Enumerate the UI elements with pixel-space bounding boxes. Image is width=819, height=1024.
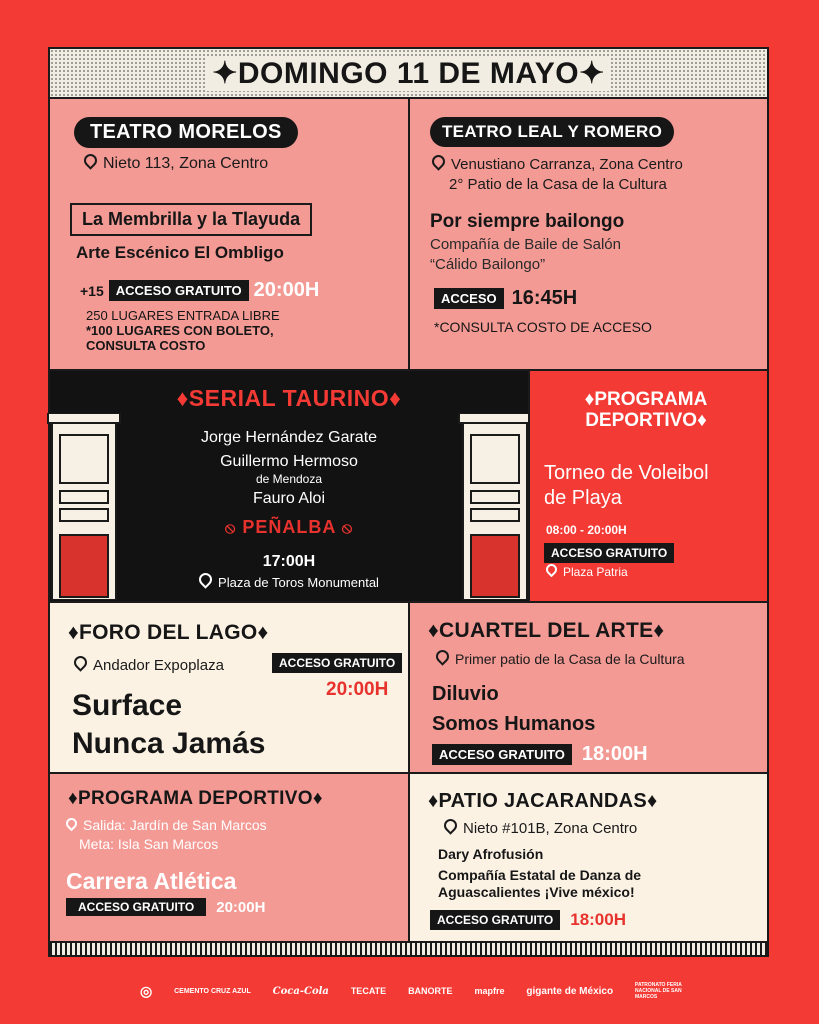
- venue-title: TEATRO MORELOS: [74, 117, 298, 148]
- sponsor-logo: mapfre: [474, 986, 505, 996]
- location-pin-icon: [64, 816, 80, 832]
- access-badge: ACCESO: [434, 288, 504, 309]
- event-time: 20:00H: [326, 679, 389, 700]
- show-title: Por siempre bailongo: [430, 211, 625, 232]
- access-row: [434, 287, 577, 310]
- venue-address: Plaza Patria: [546, 565, 628, 579]
- performer: Fauro Aloi: [252, 490, 326, 507]
- venue-title: TEATRO LEAL Y ROMERO: [430, 117, 674, 147]
- event-title: Carrera Atlética: [66, 868, 237, 894]
- section-title: ♦PROGRAMA DEPORTIVO♦: [68, 788, 323, 809]
- serial-taurino-card: [48, 369, 530, 603]
- venue-address: Andador Expoplaza: [74, 657, 224, 674]
- seating-note: CONSULTA COSTO: [86, 338, 206, 353]
- performer: Dary Afrofusión: [438, 846, 544, 862]
- sponsor-logo: Coca-Cola: [272, 985, 329, 997]
- patio-jacarandas-card: [408, 772, 769, 943]
- event-time: 18:00H: [581, 743, 648, 765]
- venue-address: Nieto 113, Zona Centro: [84, 155, 268, 173]
- sponsor-logo: CEMENTO CRUZ AZUL: [174, 987, 251, 995]
- access-row: [430, 910, 626, 930]
- sponsor-logo: TECATE: [350, 986, 387, 996]
- access-badge: ACCESO GRATUITO: [430, 910, 560, 930]
- seating-note: *100 LUGARES CON BOLETO,: [86, 323, 274, 338]
- age-rating: +15: [80, 282, 104, 299]
- seating-notes: [86, 308, 280, 353]
- sponsor-logo: BANORTE: [408, 986, 453, 996]
- programa-deportivo-carrera-card: [48, 772, 410, 943]
- access-note: *CONSULTA COSTO DE ACCESO: [434, 319, 652, 335]
- show-title: La Membrilla y la Tlayuda: [70, 203, 312, 236]
- location-pin-icon: [196, 570, 214, 588]
- section-title: ♦PATIO JACARANDAS♦: [428, 790, 658, 812]
- venue-address: Plaza de Toros Monumental: [50, 574, 528, 590]
- cuartel-del-arte-card: [408, 601, 769, 774]
- event-title: Torneo de Voleibol de Playa: [544, 462, 709, 509]
- access-badge: ACCESO GRATUITO: [544, 543, 674, 563]
- bull-icon: ⦸: [224, 520, 237, 537]
- location-pin-icon: [544, 562, 560, 578]
- event-time: 17:00H: [262, 553, 316, 570]
- teatro-morelos-card: [48, 97, 410, 371]
- performer: Diluvio: [432, 683, 499, 705]
- event-hours: 08:00 - 20:00H: [546, 523, 627, 537]
- bull-icon: ⦸: [341, 520, 354, 537]
- foro-del-lago-card: [48, 601, 410, 774]
- location-pin-icon: [81, 151, 99, 169]
- access-badge: ACCESO GRATUITO: [432, 744, 572, 765]
- performer-suffix: de Mendoza: [255, 472, 323, 486]
- sponsor-logo: PATRONATO FERIA NACIONAL DE SAN MARCOS: [634, 982, 682, 1000]
- route-info: [66, 816, 267, 854]
- access-row: [80, 279, 319, 302]
- access-badge: ACCESO GRATUITO: [109, 280, 249, 301]
- seating-note: 250 LUGARES ENTRADA LIBRE: [86, 308, 280, 323]
- route-finish: Meta: Isla San Marcos: [79, 836, 219, 852]
- page-title: ✦DOMINGO 11 DE MAYO✦: [206, 56, 611, 91]
- performer: Jorge Hernández Garate: [200, 429, 378, 446]
- location-pin-icon: [433, 647, 451, 665]
- performers-list: [50, 427, 528, 510]
- section-title: ♦CUARTEL DEL ARTE♦: [428, 619, 665, 642]
- event-time: 20:00H: [253, 279, 320, 301]
- venue-address: Nieto #101B, Zona Centro: [444, 820, 637, 837]
- location-pin-icon: [429, 152, 447, 170]
- seal-icon: ◎: [140, 982, 153, 999]
- route-start: Salida: Jardín de San Marcos: [83, 817, 267, 833]
- access-row: [432, 743, 648, 766]
- access-badge: ACCESO GRATUITO: [272, 653, 402, 673]
- performers-list: [432, 679, 595, 739]
- performer: Somos Humanos: [432, 713, 596, 735]
- section-title: ♦FORO DEL LAGO♦: [68, 621, 269, 644]
- access-badge: ACCESO GRATUITO: [66, 898, 206, 916]
- performer: Surface: [72, 689, 183, 722]
- company-name: Arte Escénico El Ombligo: [76, 243, 284, 262]
- teatro-leal-romero-card: [408, 97, 769, 371]
- company-name: Compañía de Baile de Salón “Cálido Bailongo”: [430, 236, 621, 273]
- event-time: 20:00H: [216, 898, 266, 916]
- location-pin-icon: [441, 816, 459, 834]
- decorative-stripe: [48, 941, 769, 957]
- sponsor-logos: [140, 976, 690, 1006]
- section-title: ♦SERIAL TAURINO♦: [176, 385, 402, 411]
- sponsor-brand: ⦸ PEÑALBA ⦸: [224, 517, 354, 537]
- performer: Nunca Jamás: [72, 727, 266, 760]
- date-header: [48, 47, 769, 99]
- event-time: 18:00H: [570, 910, 626, 929]
- venue-address: Primer patio de la Casa de la Cultura: [436, 651, 685, 667]
- company-name: Compañía Estatal de Danza de Aguascalientes ¡Vive méxico!: [438, 867, 642, 900]
- performer: Guillermo Hermoso: [220, 453, 358, 470]
- event-time: 16:45H: [511, 287, 578, 309]
- access-row: [66, 898, 265, 916]
- sponsor-logo: gigante de México: [526, 985, 614, 997]
- section-title: ♦PROGRAMA DEPORTIVO♦: [584, 389, 708, 431]
- programa-deportivo-voleibol-card: [528, 369, 769, 603]
- venue-address: Venustiano Carranza, Zona Centro 2° Patio de la Casa de la Cultura: [432, 155, 683, 195]
- location-pin-icon: [71, 653, 89, 671]
